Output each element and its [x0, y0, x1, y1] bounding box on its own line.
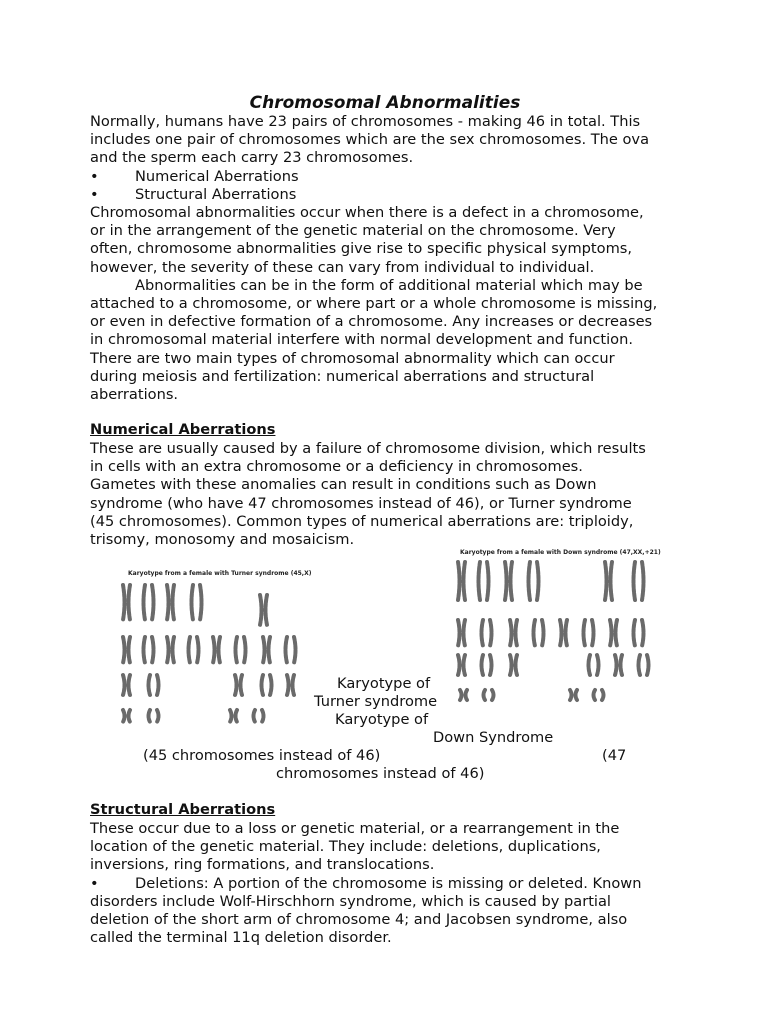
chromosome-mark	[219, 637, 221, 663]
down-chromosome-drawing	[455, 545, 665, 720]
chromosome-mark	[286, 637, 288, 663]
chromosome-mark	[173, 637, 175, 663]
chromosome-mark	[634, 620, 636, 646]
caption-down-2: Down Syndrome	[433, 729, 554, 746]
down-figure-title: Karyotype from a female with Down syndrome (47,XX,+21)	[460, 549, 661, 556]
chromosome-mark	[152, 585, 154, 620]
chromosome-mark	[492, 690, 494, 700]
chromosome-mark	[615, 655, 617, 675]
count-down-1: (47	[602, 747, 627, 764]
chromosome-mark	[200, 585, 202, 620]
chromosome-mark	[647, 655, 649, 675]
chromosome-mark	[123, 585, 125, 620]
para1-line: or in the arrangement of the genetic material on the chromosome. Very	[90, 222, 616, 240]
deletion-bullet	[90, 875, 685, 893]
chromosome-mark	[482, 655, 484, 675]
structural-line: location of the genetic material. They include: deletions, duplications,	[90, 838, 601, 856]
chromosome-mark	[566, 620, 568, 646]
chromosome-mark	[511, 562, 513, 600]
chromosome-mark	[464, 562, 466, 600]
chromosome-mark	[244, 637, 246, 663]
para2-line: attached to a chromosome, or where part or a whole chromosome is missing,	[90, 295, 658, 313]
chromosome-mark	[458, 655, 460, 675]
chromosome-mark	[269, 637, 271, 663]
chromosome-mark	[157, 675, 159, 695]
chromosome-mark	[129, 675, 131, 695]
chromosome-mark	[466, 690, 468, 700]
chromosome-mark	[263, 637, 265, 663]
chromosome-mark	[129, 710, 131, 722]
turner-chromosome-drawing	[115, 565, 315, 740]
structural-heading: Structural Aberrations	[90, 801, 276, 818]
bullet-label: Structural Aberrations	[135, 185, 297, 203]
para2-line: in chromosomal material interfere with normal development and function.	[90, 331, 633, 349]
chromosome-mark	[584, 620, 586, 646]
deletion-line: deletion of the short arm of chromosome 4; and Jacobsen syndrome, also	[90, 911, 628, 929]
structural-line: inversions, ring formations, and translocations.	[90, 856, 435, 874]
chromosome-mark	[167, 585, 169, 620]
chromosome-mark	[490, 655, 492, 675]
para1-line: however, the severity of these can vary from individual to individual.	[90, 258, 595, 276]
numerical-line: (45 chromosomes). Common types of numerical aberrations are: triploidy,	[90, 512, 634, 530]
numerical-line: These are usually caused by a failure of chromosome division, which results	[90, 440, 646, 457]
chromosome-mark	[560, 620, 562, 646]
para1-line: often, chromosome abnormalities give rise to specific physical symptoms,	[90, 240, 633, 258]
numerical-paragraph	[90, 440, 685, 549]
chromosome-mark	[597, 655, 599, 675]
chromosome-mark	[505, 562, 507, 600]
numerical-line: in cells with an extra chromosome or a deficiency in chromosomes.	[90, 458, 583, 476]
bullet-label: Numerical Aberrations	[135, 167, 299, 185]
chromosome-mark	[189, 637, 191, 663]
chromosome-mark	[123, 675, 125, 695]
chromosome-mark	[149, 675, 151, 695]
chromosome-mark	[236, 637, 238, 663]
chromosome-mark	[602, 690, 604, 700]
chromosome-mark	[129, 585, 131, 620]
deletion-line: disorders include Wolf-Hirschhorn syndrome, which is caused by partial	[90, 892, 611, 910]
chromosome-mark	[605, 562, 607, 600]
chromosome-mark	[149, 710, 151, 722]
caption-turner-1: Karyotype of	[337, 675, 431, 692]
chromosome-mark	[157, 710, 159, 722]
chromosome-mark	[260, 595, 262, 625]
chromosome-mark	[460, 690, 462, 700]
chromosome-mark	[458, 562, 460, 600]
chromosome-mark	[642, 562, 644, 600]
chromosome-mark	[293, 675, 295, 695]
chromosome-mark	[484, 690, 486, 700]
chromosome-mark	[464, 655, 466, 675]
chromosome-mark	[123, 637, 125, 663]
chromosome-mark	[123, 710, 125, 722]
numerical-line: Gametes with these anomalies can result in conditions such as Down	[90, 476, 597, 494]
chromosome-mark	[487, 562, 489, 600]
chromosome-mark	[594, 690, 596, 700]
structural-paragraph	[90, 820, 685, 947]
intro-line: and the sperm each carry 23 chromosomes.	[90, 149, 414, 167]
caption-turner-2: Turner syndrome	[314, 693, 438, 710]
chromosome-mark	[294, 637, 296, 663]
bullet-item	[90, 186, 685, 204]
chromosome-mark	[262, 675, 264, 695]
chromosome-mark	[144, 585, 146, 620]
chromosome-mark	[634, 562, 636, 600]
deletion-line: called the terminal 11q deletion disorder.	[90, 929, 392, 947]
chromosome-mark	[610, 620, 612, 646]
chromosome-mark	[144, 637, 146, 663]
chromosome-mark	[570, 690, 572, 700]
chromosome-mark	[192, 585, 194, 620]
para2-line: There are two main types of chromosomal abnormality which can occur	[90, 349, 615, 367]
chromosome-mark	[516, 620, 518, 646]
para2-line: or even in defective formation of a chromosome. Any increases or decreases	[90, 313, 653, 331]
chromosome-mark	[262, 710, 264, 722]
chromosome-mark	[537, 562, 539, 600]
chromosome-mark	[611, 562, 613, 600]
caption-down-1: Karyotype of	[335, 711, 429, 728]
numerical-line: trisomy, monosomy and mosaicism.	[90, 531, 355, 549]
intro-line: includes one pair of chromosomes which are the sex chromosomes. The ova	[90, 131, 650, 149]
deletion-bullet-text: Deletions: A portion of the chromosome is missing or deleted. Known	[135, 874, 642, 892]
chromosome-mark	[458, 620, 460, 646]
structural-line: These occur due to a loss or genetic material, or a rearrangement in the	[90, 820, 620, 837]
chromosome-mark	[516, 655, 518, 675]
para1-line: Chromosomal abnormalities occur when there is a defect in a chromosome,	[90, 204, 644, 222]
chromosome-mark	[592, 620, 594, 646]
bullet-marker: •	[90, 874, 99, 892]
intro-paragraph	[90, 113, 685, 404]
chromosome-mark	[490, 620, 492, 646]
chromosome-mark	[235, 675, 237, 695]
para2-line: aberrations.	[90, 386, 179, 404]
count-turner: (45 chromosomes instead of 46)	[143, 747, 381, 764]
bullet-item	[90, 168, 685, 186]
chromosome-mark	[129, 637, 131, 663]
chromosome-mark	[287, 675, 289, 695]
chromosome-mark	[510, 655, 512, 675]
chromosome-mark	[167, 637, 169, 663]
numerical-line: syndrome (who have 47 chromosomes instead of 46), or Turner syndrome	[90, 494, 632, 512]
chromosome-mark	[479, 562, 481, 600]
chromosome-mark	[230, 710, 232, 722]
bullet-marker: •	[90, 185, 99, 203]
chromosome-mark	[152, 637, 154, 663]
chromosome-mark	[616, 620, 618, 646]
chromosome-mark	[266, 595, 268, 625]
down-karyotype-image	[455, 545, 665, 720]
chromosome-mark	[642, 620, 644, 646]
chromosome-mark	[534, 620, 536, 646]
bullet-marker: •	[90, 167, 99, 185]
chromosome-mark	[173, 585, 175, 620]
chromosome-mark	[254, 710, 256, 722]
turner-figure-title: Karyotype from a female with Turner syndrome (45,X)	[128, 570, 312, 577]
chromosome-mark	[197, 637, 199, 663]
intro-line: Normally, humans have 23 pairs of chromosomes - making 46 in total. This	[90, 113, 641, 130]
para2-line: during meiosis and fertilization: numerical aberrations and structural	[90, 367, 595, 385]
chromosome-mark	[482, 620, 484, 646]
chromosome-mark	[542, 620, 544, 646]
chromosome-mark	[241, 675, 243, 695]
chromosome-mark	[236, 710, 238, 722]
chromosome-mark	[510, 620, 512, 646]
chromosome-mark	[529, 562, 531, 600]
chromosome-mark	[576, 690, 578, 700]
chromosome-mark	[213, 637, 215, 663]
chromosome-mark	[639, 655, 641, 675]
turner-karyotype-image	[115, 565, 315, 740]
para2-line: Abnormalities can be in the form of additional material which may be	[135, 276, 643, 294]
numerical-heading: Numerical Aberrations	[90, 421, 276, 438]
chromosome-mark	[589, 655, 591, 675]
chromosome-mark	[621, 655, 623, 675]
chromosome-mark	[270, 675, 272, 695]
count-down-2: chromosomes instead of 46)	[276, 765, 485, 782]
chromosome-mark	[464, 620, 466, 646]
document-title: Chromosomal Abnormalities	[249, 93, 521, 113]
